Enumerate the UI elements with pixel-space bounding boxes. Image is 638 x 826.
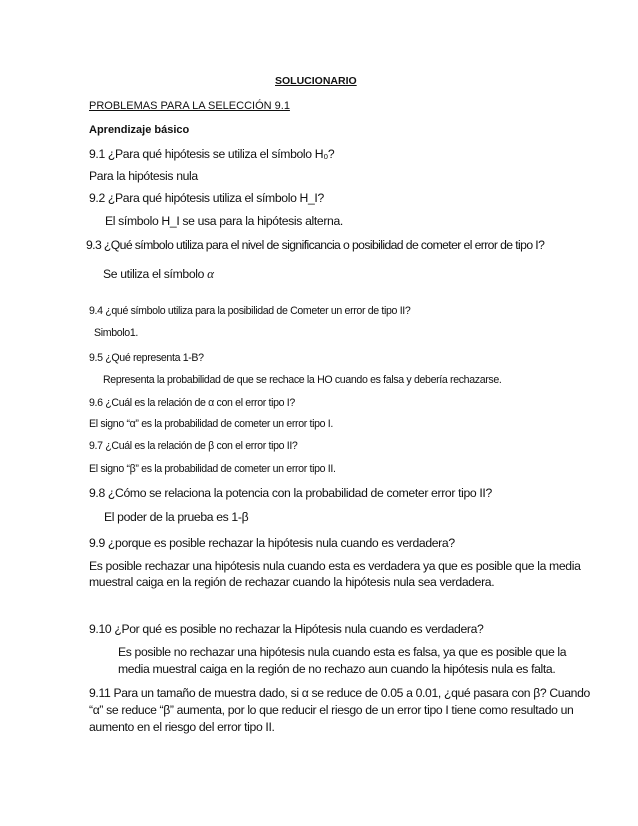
question-9-7: 9.7 ¿Cuál es la relación de β con el error tipo II? — [89, 440, 298, 452]
question-9-3: 9.3 ¿Qué símbolo utiliza para el nivel de significancia o posibilidad de cometer el error de tipo I? — [86, 238, 545, 252]
answer-9-5: Representa la probabilidad de que se rechace la HO cuando es falsa y debería rechazarse. — [103, 374, 502, 386]
question-9-2: 9.2 ¿Para qué hipótesis utiliza el símbolo H_I? — [89, 191, 324, 205]
question-9-4: 9.4 ¿qué símbolo utiliza para la posibilidad de Cometer un error de tipo II? — [89, 305, 411, 317]
question-9-11-line-2: “α” se reduce “β” aumenta, por lo que reducir el riesgo de un error tipo I tiene como resultado un — [89, 703, 574, 717]
subsection-heading: Aprendizaje básico — [89, 124, 190, 136]
question-9-9: 9.9 ¿porque es posible rechazar la hipótesis nula cuando es verdadera? — [89, 536, 455, 550]
answer-9-8: El poder de la prueba es 1-β — [104, 510, 249, 524]
question-9-8: 9.8 ¿Cómo se relaciona la potencia con la probabilidad de cometer error tipo II? — [89, 486, 492, 500]
answer-9-4: Simbolo1. — [94, 327, 138, 339]
answer-9-9-line-2: muestral caiga en la región de rechazar cuando la hipótesis nula sea verdadera. — [89, 575, 495, 589]
answer-9-1: Para la hipótesis nula — [89, 169, 198, 183]
answer-9-3-text: Se utiliza el símbolo — [103, 267, 205, 281]
answer-9-10-line-2: media muestral caiga en la región de no rechazo aun cuando la hipótesis nula es falta. — [118, 662, 556, 676]
question-9-6: 9.6 ¿Cuál es la relación de α con el error tipo I? — [89, 397, 295, 409]
answer-9-7: El signo “β” es la probabilidad de cometer un error tipo II. — [89, 463, 336, 475]
question-9-1: 9.1 ¿Para qué hipótesis se utiliza el símbolo H₀? — [89, 147, 335, 161]
document-title: SOLUCIONARIO — [275, 75, 357, 87]
answer-9-2: El símbolo H_I se usa para la hipótesis alterna. — [105, 214, 343, 228]
question-9-5: 9.5 ¿Qué representa 1-B? — [89, 352, 204, 364]
question-9-11-line-1: 9.11 Para un tamaño de muestra dado, si α se reduce de 0.05 a 0.01, ¿qué pasara con β? Cuando — [89, 686, 590, 700]
answer-9-10-line-1: Es posible no rechazar una hipótesis nula cuando esta es falsa, ya que es posible que la — [118, 645, 567, 659]
answer-9-3 — [103, 266, 214, 282]
alpha-symbol: α — [207, 266, 214, 281]
section-heading: PROBLEMAS PARA LA SELECCIÓN 9.1 — [89, 100, 290, 112]
answer-9-6: El signo “α” es la probabilidad de cometer un error tipo I. — [89, 418, 333, 430]
answer-9-9-line-1: Es posible rechazar una hipótesis nula cuando esta es verdadera ya que es posible que la media — [89, 559, 581, 573]
question-9-10: 9.10 ¿Por qué es posible no rechazar la Hipótesis nula cuando es verdadera? — [89, 622, 484, 636]
question-9-11-line-3: aumento en el riesgo del error tipo II. — [89, 720, 275, 734]
